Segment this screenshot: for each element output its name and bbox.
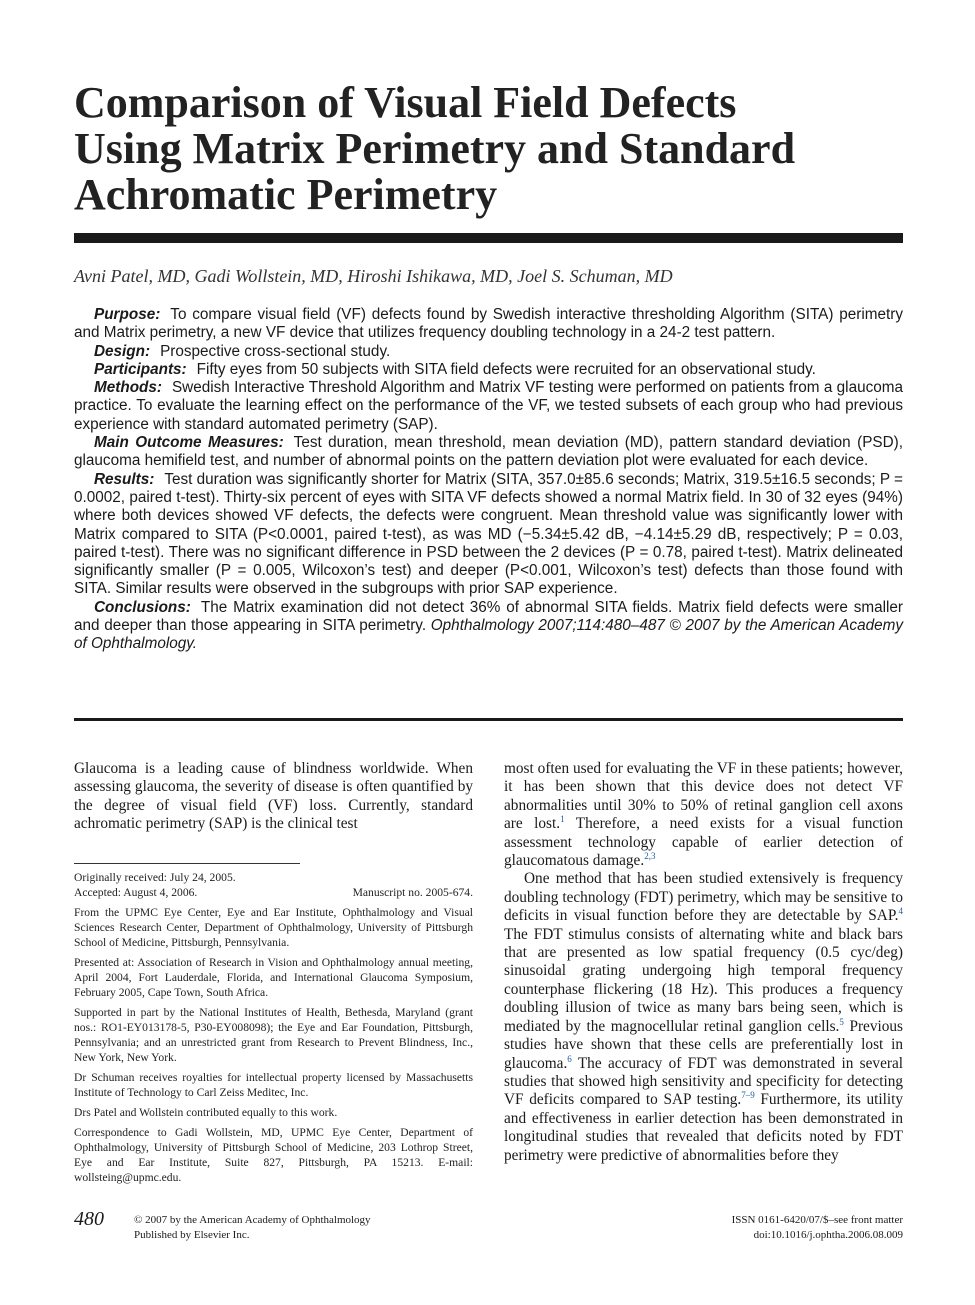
- abstract-participants: [74, 361, 903, 379]
- abstract-label: Methods:: [94, 379, 162, 397]
- abstract-label: Results:: [94, 470, 155, 488]
- article-title: [74, 80, 914, 218]
- footnote-presented: Presented at: Association of Research in Vision and Ophthalmology annual meeting, April 2004, Fort Lauderdale, Florida, and International Glaucoma Symposium, February 2005, Cape Town, South Africa.: [74, 956, 473, 999]
- author-list: Avni Patel, MD, Gadi Wollstein, MD, Hiroshi Ishikawa, MD, Joel S. Schuman, MD: [74, 266, 673, 286]
- title-divider: [74, 233, 903, 243]
- abstract-label: Purpose:: [94, 306, 161, 323]
- abstract-text: The Matrix examination did not detect 36% of abnormal SITA fields. Matrix field defects were smaller and deeper than those appearing in SITA perimetry.: [74, 598, 903, 635]
- footnote-divider: [74, 863, 300, 864]
- abstract-results: [74, 471, 903, 599]
- abstract-text: To compare visual field (VF) defects found by Swedish interactive thresholding Algorithm (SITA) perimetry and Matrix perimetry, a new VF device that utilizes frequency doubling technology in a 24-2 test pattern.: [74, 306, 903, 342]
- body-text: Furthermore, its utility and effectiveness in earlier detection has been demonstrated in longitudinal studies that revealed that deficits noted by FDT perimetry were predictive of abnormalities before they: [504, 1091, 903, 1164]
- footnote-accepted: Accepted: August 4, 2006.: [74, 886, 198, 899]
- abstract-purpose: [74, 306, 903, 343]
- reference-link[interactable]: 1: [560, 814, 565, 825]
- abstract-text: Test duration, mean threshold, mean deviation (MD), pattern standard deviation (PSD), glaucoma hemifield test, and number of abnormal points on the pattern deviation plot were evaluated for each device.: [74, 434, 903, 470]
- title-line: Achromatic Perimetry: [74, 170, 498, 219]
- abstract-divider: [74, 718, 903, 721]
- reference-link[interactable]: 5: [839, 1016, 844, 1027]
- abstract-design: [74, 343, 903, 361]
- abstract-text: Fifty eyes from 50 subjects with SITA field defects were recruited for an observational study.: [196, 360, 816, 378]
- abstract-text: Prospective cross-sectional study.: [160, 342, 391, 360]
- reference-link[interactable]: 4: [898, 906, 903, 917]
- title-line: Using Matrix Perimetry and Standard: [74, 124, 796, 173]
- abstract-label: Design:: [94, 342, 151, 360]
- body-column-left: [74, 760, 473, 834]
- body-text: most often used for evaluating the VF in these patients; however, it has been shown that this device does not detect VF abnormalities until 30% to 50% of retinal ganglion cell axons are lost.: [504, 760, 903, 833]
- abstract-text: Swedish Interactive Threshold Algorithm and Matrix VF testing were performed on patients from a glaucoma practice. To evaluate the learning effect on the performance of the VF, we tested subsets of each group who had previous experience with standard automated perimetry (SAP).: [74, 379, 903, 433]
- abstract-outcome: [74, 434, 903, 471]
- abstract-text: Test duration was significantly shorter for Matrix (SITA, 357.0±85.6 seconds; Matrix, 319.5±16.5 seconds; P = 0.0002, paired t-test). Thirty-six percent of eyes with SITA VF defects showed a normal Matrix field. In 30 of 32 eyes (94%) where both devices showed VF defects, the defects were congruent. Mean threshold value was significantly lower with Matrix compared to SITA (P<0.0001, paired t-test), as was MD (−5.34±5.42 dB, −4.14±5.29 dB, respectively; P = 0.03, paired t-test). There was no significant difference in PSD between the 2 devices (P = 0.78, paired t-test). Matrix delineated significantly smaller (P = 0.005, Wilcoxon’s test) and deeper (P<0.001, Wilcoxon’s test) defects than those found with SITA. Similar results were observed in the subgroups with prior SAP experience.: [74, 470, 903, 598]
- body-column-right: [504, 760, 903, 1165]
- footnotes: [74, 870, 473, 1190]
- abstract-conclusions: [74, 599, 903, 654]
- abstract-label: Main Outcome Measures:: [94, 434, 284, 452]
- title-line: Comparison of Visual Field Defects: [74, 78, 737, 127]
- abstract-label: Participants:: [94, 360, 187, 378]
- footnote-manuscript: Manuscript no. 2005-674.: [352, 886, 473, 899]
- footnote-royalties: Dr Schuman receives royalties for intellectual property licensed by Massachusetts Institute of Technology to Carl Zeiss Meditec, Inc.: [74, 1071, 473, 1099]
- footnote-accepted-row: [74, 885, 473, 900]
- abstract: [74, 306, 903, 654]
- body-text: The FDT stimulus consists of alternating white and black bars that are presented as low spatial frequency (0.5 cyc/deg) sinusoidal grating undergoing high temporal frequency counterphase flickering (18 Hz). This produces a frequency doubling illusion of twice as many bars being seen, which is mediated by the magnocellular retinal ganglion cells.: [504, 925, 903, 1035]
- footnote-support: Supported in part by the National Institutes of Health, Bethesda, Maryland (grant nos.: RO1-EY013178-5, P30-EY008098); the Eye and Ear Foundation, Pittsburgh, Pennsylvania; and an unrestricted grant from Research to Prevent Blindness, Inc., New York, New York.: [74, 1006, 473, 1064]
- footer-copyright-block: [134, 1213, 371, 1243]
- reference-link[interactable]: 6: [567, 1053, 572, 1064]
- abstract-citation: Ophthalmology 2007;114:480–487 © 2007 by the American Academy of Ophthalmology.: [74, 617, 903, 653]
- footer-copyright: © 2007 by the American Academy of Ophthalmology: [134, 1214, 371, 1226]
- abstract-methods: [74, 379, 903, 434]
- footer-doi[interactable]: doi:10.1016/j.ophtha.2006.08.009: [753, 1229, 903, 1241]
- body-text: Therefore, a need exists for a visual function assessment technology capable of earlier detection of glaucomatous damage.: [504, 815, 903, 870]
- footnote-correspondence: Correspondence to Gadi Wollstein, MD, UPMC Eye Center, Department of Ophthalmology, University of Pittsburgh School of Medicine, 203 Lothrop Street, Eye and Ear Institute, Suite 827, Pittsburgh, PA 15213. E-mail: wollsteing@upmc.edu.: [74, 1126, 473, 1184]
- footnote-equal: Drs Patel and Wollstein contributed equally to this work.: [74, 1106, 338, 1119]
- abstract-label: Conclusions:: [94, 598, 191, 616]
- reference-link[interactable]: 7–9: [741, 1090, 755, 1101]
- footer-issn: ISSN 0161-6420/07/$–see front matter: [731, 1214, 903, 1226]
- reference-link[interactable]: 2,3: [644, 850, 656, 861]
- body-text: The accuracy of FDT was demonstrated in several studies that showed high sensitivity and specificity for detecting VF deficits compared to SAP testing.: [504, 1054, 903, 1109]
- body-text: One method that has been studied extensively is frequency doubling technology (FDT) perimetry, which may be sensitive to deficits in visual function before they are detectable by SAP.: [504, 870, 903, 925]
- body-paragraph: [504, 870, 903, 1165]
- body-paragraph: Glaucoma is a leading cause of blindness worldwide. When assessing glaucoma, the severity of disease is often quantified by the degree of visual field (VF) loss. Currently, standard achromatic perimetry (SAP) is the clinical test: [74, 760, 473, 833]
- footer-publisher: Published by Elsevier Inc.: [134, 1229, 250, 1241]
- footer-identifiers: [732, 1213, 903, 1243]
- body-paragraph: [504, 760, 903, 870]
- page-number: 480: [74, 1208, 104, 1230]
- footnote-received: Originally received: July 24, 2005.: [74, 871, 236, 884]
- footnote-affiliation: From the UPMC Eye Center, Eye and Ear Institute, Ophthalmology and Visual Sciences Research Center, Department of Ophthalmology, University of Pittsburgh School of Medicine, Pittsburgh, Pennsylvania.: [74, 906, 473, 949]
- body-text: Previous studies have shown that these cells are preferentially lost in glaucoma.: [504, 1017, 903, 1072]
